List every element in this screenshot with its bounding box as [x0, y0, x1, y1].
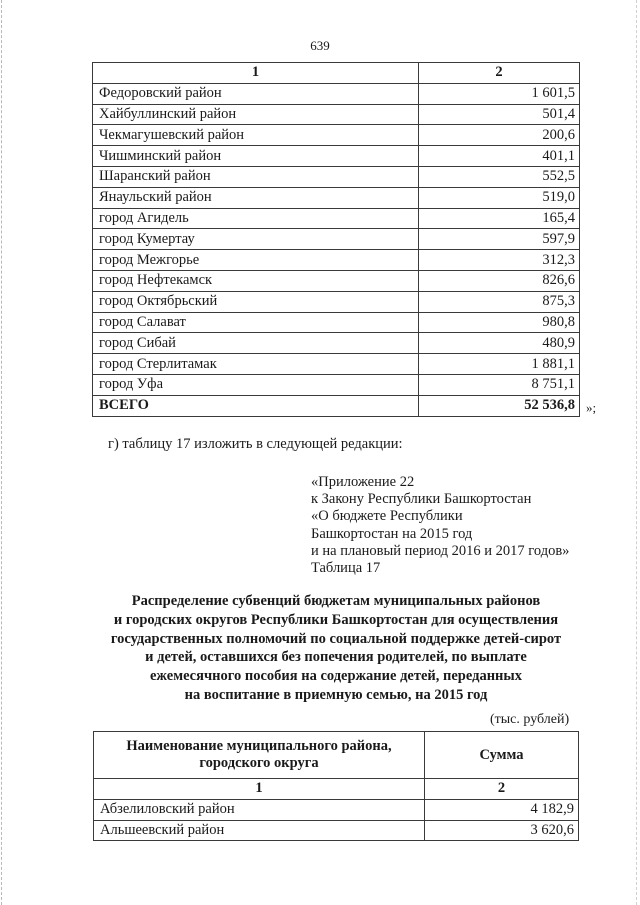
- table-row: [93, 291, 580, 312]
- column-header-sum: Сумма: [425, 732, 579, 779]
- page-number: 639: [310, 38, 330, 53]
- row-value: 501,4: [419, 104, 580, 125]
- table-header-row: [93, 63, 580, 84]
- row-name: город Салават: [93, 312, 419, 333]
- column-number-2: 2: [419, 63, 580, 84]
- row-name: город Стерлитамак: [93, 354, 419, 375]
- row-value: 826,6: [419, 270, 580, 291]
- row-value: 980,8: [419, 312, 580, 333]
- row-name: Хайбуллинский район: [93, 104, 419, 125]
- row-name: Янаульский район: [93, 187, 419, 208]
- column-header-row: [94, 732, 579, 779]
- row-value: 1 881,1: [419, 354, 580, 375]
- table-row: [93, 333, 580, 354]
- row-name: город Нефтекамск: [93, 270, 419, 291]
- appendix-line: и на плановый период 2016 и 2017 годов»: [311, 542, 570, 559]
- appendix-line: к Закону Республики Башкортостан: [311, 491, 532, 508]
- table-row: [93, 374, 580, 395]
- title-line: на воспитание в приемную семью, на 2015 год: [184, 686, 488, 703]
- table-row: [93, 354, 580, 375]
- closing-quote-mark: »;: [586, 400, 597, 415]
- total-value: 52 536,8: [419, 395, 580, 416]
- row-name: Шаранский район: [93, 166, 419, 187]
- table-row: [93, 208, 580, 229]
- table-row: [93, 187, 580, 208]
- row-name: Альшеевский район: [94, 820, 425, 841]
- table-row: [93, 125, 580, 146]
- subvention-table-continued: [92, 62, 580, 417]
- row-name: Чишминский район: [93, 146, 419, 167]
- row-value: 519,0: [419, 187, 580, 208]
- row-value: 8 751,1: [419, 374, 580, 395]
- row-value: 200,6: [419, 125, 580, 146]
- row-name: город Сибай: [93, 333, 419, 354]
- table-row: [93, 270, 580, 291]
- row-name: Чекмагушевский район: [93, 125, 419, 146]
- table-row: [94, 820, 579, 841]
- total-label: ВСЕГО: [93, 395, 419, 416]
- table-row: [93, 229, 580, 250]
- row-name: город Октябрьский: [93, 291, 419, 312]
- row-value: 3 620,6: [425, 820, 579, 841]
- appendix-line: Башкортостан на 2015 год: [311, 525, 473, 542]
- title-line: Распределение субвенций бюджетам муниципальных районов: [131, 593, 541, 609]
- row-value: 312,3: [419, 250, 580, 271]
- table-row: [93, 166, 580, 187]
- row-name: Абзелиловский район: [94, 799, 425, 820]
- column-header-name: Наименование муниципального района, городского округа: [94, 732, 425, 779]
- title-line: государственных полномочий по социальной поддержке детей-сирот: [110, 630, 562, 647]
- total-row: [93, 395, 580, 416]
- table-title: [92, 592, 580, 705]
- table-row: [93, 312, 580, 333]
- row-name: город Кумертау: [93, 229, 419, 250]
- amendment-instruction: г) таблицу 17 изложить в следующей редакции:: [108, 436, 403, 452]
- scan-edge-right: [636, 0, 638, 905]
- column-number-1: 1: [93, 63, 419, 84]
- row-name: город Агидель: [93, 208, 419, 229]
- row-value: 552,5: [419, 166, 580, 187]
- scan-edge-left: [1, 0, 3, 905]
- table-row: [93, 146, 580, 167]
- column-number-1: 1: [94, 779, 425, 800]
- appendix-line: «Приложение 22: [311, 474, 415, 490]
- subvention-table-17: [93, 731, 579, 841]
- row-name: город Уфа: [93, 374, 419, 395]
- appendix-line: «О бюджете Республики: [311, 508, 463, 525]
- table-row: [93, 250, 580, 271]
- title-line: ежемесячного пособия на содержание детей, переданных: [150, 668, 522, 685]
- row-value: 165,4: [419, 208, 580, 229]
- title-line: и детей, оставшихся без попечения родителей, по выплате: [145, 649, 527, 666]
- row-value: 597,9: [419, 229, 580, 250]
- column-number-2: 2: [425, 779, 579, 800]
- row-name: город Межгорье: [93, 250, 419, 271]
- row-value: 875,3: [419, 291, 580, 312]
- table-label: Таблица 17: [311, 560, 381, 577]
- row-value: 4 182,9: [425, 799, 579, 820]
- row-value: 480,9: [419, 333, 580, 354]
- table-row: [94, 799, 579, 820]
- table-row: [93, 104, 580, 125]
- column-number-row: [94, 779, 579, 800]
- row-value: 1 601,5: [419, 83, 580, 104]
- row-name: Федоровский район: [93, 83, 419, 104]
- row-value: 401,1: [419, 146, 580, 167]
- units-label: (тыс. рублей): [490, 712, 570, 727]
- title-line: и городских округов Республики Башкортостан для осуществления: [113, 611, 559, 628]
- appendix-reference: [311, 474, 569, 577]
- table-row: [93, 83, 580, 104]
